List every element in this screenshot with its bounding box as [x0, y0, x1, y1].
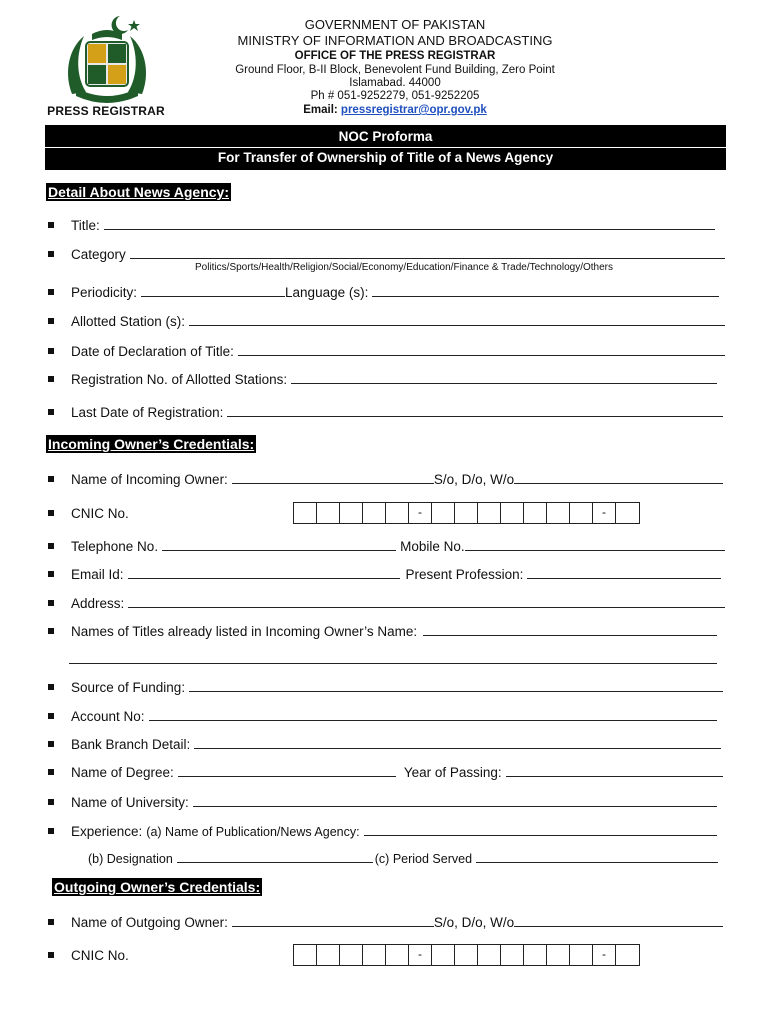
mobile-field[interactable]: [465, 550, 725, 551]
university-label: Name of University:: [71, 795, 189, 810]
header-email: [190, 104, 600, 116]
row-telephone: [45, 535, 725, 555]
incoming-so-label: S/o, D/o, W/o: [433, 472, 515, 487]
press-registrar-label: PRESS REGISTRAR: [47, 104, 165, 118]
bullet-icon: [48, 476, 54, 482]
incoming-cnic-input[interactable]: [293, 502, 640, 524]
outgoing-so-label: S/o, D/o, W/o: [433, 915, 515, 930]
cnic-cell[interactable]: [363, 503, 386, 523]
incoming-name-field[interactable]: [232, 483, 434, 484]
cnic-cell[interactable]: [455, 945, 478, 965]
last-registration-label: Last Date of Registration:: [71, 405, 224, 420]
form-title: NOC Proforma: [45, 125, 726, 147]
cnic-cell[interactable]: [455, 503, 478, 523]
period-label: (c) Period Served: [374, 852, 473, 866]
university-field[interactable]: [193, 806, 717, 807]
incoming-cnic-label: CNIC No.: [71, 506, 129, 521]
row-degree: [45, 761, 725, 781]
section-agency-heading: Detail About News Agency:: [48, 184, 229, 200]
bullet-icon: [48, 510, 54, 516]
form-subtitle: For Transfer of Ownership of Title of a News Agency: [45, 148, 726, 170]
bullet-icon: [48, 799, 54, 805]
funding-label: Source of Funding:: [71, 680, 186, 695]
cnic-cell[interactable]: [478, 945, 501, 965]
row-email: [45, 563, 725, 583]
cnic-cell[interactable]: [340, 945, 363, 965]
cnic-cell[interactable]: [386, 945, 409, 965]
telephone-label: Telephone No.: [71, 539, 159, 554]
bullet-icon: [48, 628, 54, 634]
bullet-icon: [48, 684, 54, 690]
language-field[interactable]: [372, 296, 719, 297]
cnic-dash: -: [409, 945, 432, 965]
outgoing-cnic-label: CNIC No.: [71, 948, 129, 963]
category-label: Category: [71, 247, 126, 262]
declaration-date-field[interactable]: [238, 355, 725, 356]
bullet-icon: [48, 251, 54, 257]
titles-listed-field[interactable]: [423, 635, 717, 636]
cnic-dash: -: [409, 503, 432, 523]
category-options: Politics/Sports/Health/Religion/Social/Economy/Education/Finance & Trade/Technology/Others: [195, 262, 613, 273]
last-registration-field[interactable]: [227, 416, 723, 417]
bullet-icon: [48, 409, 54, 415]
profession-label: Present Profession:: [405, 567, 524, 582]
bullet-icon: [48, 952, 54, 958]
cnic-dash: -: [593, 945, 616, 965]
address-field[interactable]: [128, 607, 725, 608]
row-allotted-station: [45, 310, 725, 330]
degree-label: Name of Degree:: [71, 765, 174, 780]
row-declaration-date: [45, 340, 725, 360]
cnic-cell[interactable]: [547, 945, 570, 965]
titles-listed-field-continued[interactable]: [69, 663, 717, 664]
row-last-registration: [45, 401, 725, 421]
outgoing-so-field[interactable]: [514, 926, 723, 927]
incoming-so-field[interactable]: [514, 483, 723, 484]
email-id-label: Email Id:: [71, 567, 124, 582]
cnic-cell[interactable]: [501, 945, 524, 965]
row-registration-no: [45, 368, 725, 388]
degree-field[interactable]: [178, 776, 396, 777]
cnic-cell[interactable]: [616, 945, 639, 965]
bullet-icon: [48, 919, 54, 925]
outgoing-cnic-input[interactable]: [293, 944, 640, 966]
cnic-dash: -: [593, 503, 616, 523]
row-funding: [45, 676, 725, 696]
header-office: OFFICE OF THE PRESS REGISTRAR: [294, 50, 496, 62]
cnic-cell[interactable]: [317, 945, 340, 965]
cnic-cell[interactable]: [524, 503, 547, 523]
title-field[interactable]: [104, 229, 715, 230]
row-bank: [45, 733, 725, 753]
cnic-cell[interactable]: [386, 503, 409, 523]
cnic-cell[interactable]: [432, 503, 455, 523]
language-label: Language (s):: [285, 285, 369, 300]
cnic-cell[interactable]: [570, 945, 593, 965]
bank-field[interactable]: [194, 748, 721, 749]
section-incoming-heading: Incoming Owner’s Credentials:: [48, 436, 255, 452]
periodicity-label: Periodicity:: [71, 285, 138, 300]
cnic-cell[interactable]: [294, 503, 317, 523]
row-periodicity: [45, 281, 725, 301]
bullet-icon: [48, 600, 54, 606]
email-label: Email:: [303, 104, 338, 116]
experience-a-field[interactable]: [364, 835, 717, 836]
row-category: [45, 243, 725, 263]
mobile-label: Mobile No.: [400, 539, 465, 554]
bullet-icon: [48, 571, 54, 577]
email-id-field[interactable]: [128, 578, 400, 579]
allotted-station-field[interactable]: [189, 325, 725, 326]
cnic-cell[interactable]: [501, 503, 524, 523]
bullet-icon: [48, 741, 54, 747]
title-label: Title:: [71, 218, 100, 233]
designation-field[interactable]: [177, 862, 373, 863]
header-phone: Ph # 051-9252279, 051-9252205: [310, 90, 480, 102]
row-title: [45, 214, 725, 234]
row-designation: [88, 847, 718, 867]
cnic-cell[interactable]: [524, 945, 547, 965]
row-incoming-name: [45, 468, 725, 488]
bullet-icon: [48, 713, 54, 719]
cnic-cell[interactable]: [616, 503, 639, 523]
registration-no-label: Registration No. of Allotted Stations:: [71, 372, 288, 387]
header-city: Islamabad. 44000: [349, 77, 441, 89]
cnic-cell[interactable]: [340, 503, 363, 523]
registration-no-field[interactable]: [291, 383, 717, 384]
account-label: Account No:: [71, 709, 145, 724]
telephone-field[interactable]: [162, 550, 396, 551]
row-account: [45, 705, 725, 725]
designation-label: (b) Designation: [88, 852, 173, 866]
row-experience: [45, 820, 725, 840]
profession-field[interactable]: [527, 578, 721, 579]
bullet-icon: [48, 348, 54, 354]
bullet-icon: [48, 769, 54, 775]
bullet-icon: [48, 828, 54, 834]
address-label: Address:: [71, 596, 125, 611]
row-outgoing-name: [45, 911, 725, 931]
cnic-cell[interactable]: [317, 503, 340, 523]
section-outgoing-heading: Outgoing Owner’s Credentials:: [54, 879, 261, 895]
incoming-name-label: Name of Incoming Owner:: [71, 472, 228, 487]
row-university: [45, 791, 725, 811]
titles-listed-label: Names of Titles already listed in Incoming Owner’s Name:: [71, 624, 418, 639]
government-emblem-icon: [62, 14, 152, 106]
periodicity-field[interactable]: [141, 296, 285, 297]
bank-label: Bank Branch Detail:: [71, 737, 191, 752]
period-field[interactable]: [476, 862, 718, 863]
bullet-icon: [48, 222, 54, 228]
row-titles-listed: [45, 620, 725, 640]
cnic-cell[interactable]: [363, 945, 386, 965]
header-ministry: MINISTRY OF INFORMATION AND BROADCASTING: [237, 33, 553, 48]
outgoing-name-field[interactable]: [232, 926, 434, 927]
cnic-cell[interactable]: [294, 945, 317, 965]
category-field[interactable]: [130, 258, 725, 259]
year-field[interactable]: [506, 776, 723, 777]
cnic-cell[interactable]: [547, 503, 570, 523]
bullet-icon: [48, 543, 54, 549]
header-address: Ground Floor, B-II Block, Benevolent Fund Building, Zero Point: [235, 64, 555, 76]
declaration-date-label: Date of Declaration of Title:: [71, 344, 234, 359]
experience-a-label: (a) Name of Publication/News Agency:: [146, 825, 360, 839]
account-field[interactable]: [149, 720, 717, 721]
bullet-icon: [48, 289, 54, 295]
bullet-icon: [48, 376, 54, 382]
funding-field[interactable]: [189, 691, 723, 692]
cnic-cell[interactable]: [478, 503, 501, 523]
outgoing-name-label: Name of Outgoing Owner:: [71, 915, 228, 930]
cnic-cell[interactable]: [570, 503, 593, 523]
bullet-icon: [48, 318, 54, 324]
cnic-cell[interactable]: [432, 945, 455, 965]
row-address: [45, 592, 725, 612]
experience-label: Experience:: [71, 824, 143, 839]
header-government: GOVERNMENT OF PAKISTAN: [304, 17, 486, 32]
allotted-station-label: Allotted Station (s):: [71, 314, 186, 329]
email-link[interactable]: pressregistrar@opr.gov.pk: [340, 104, 487, 116]
year-label: Year of Passing:: [403, 765, 502, 780]
